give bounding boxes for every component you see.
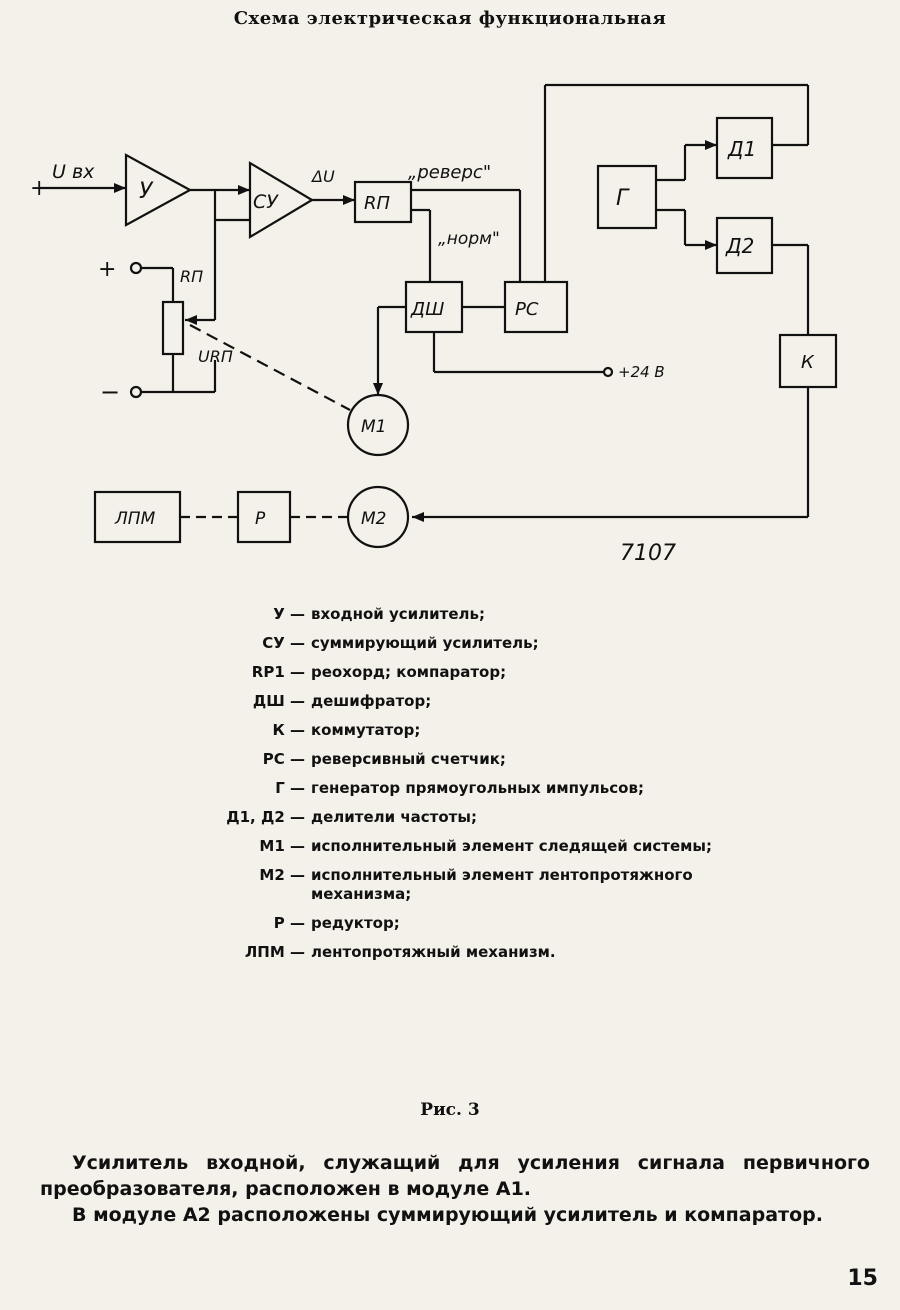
- legend-row: [150, 866, 790, 904]
- legend-row: [150, 837, 790, 856]
- legend-key: М1 —: [259, 837, 305, 855]
- functional-diagram: [0, 0, 900, 600]
- legend-key: Д1, Д2 —: [226, 808, 305, 826]
- legend-row: [150, 605, 790, 624]
- page-number: 15: [847, 1266, 878, 1291]
- label-supply: +24 В: [618, 363, 665, 381]
- label-k: К: [801, 352, 814, 373]
- legend-row: [150, 779, 790, 798]
- figure-caption: Рис. 3: [420, 1100, 480, 1120]
- legend-key: ДШ —: [252, 692, 305, 710]
- label-d2: Д2: [726, 234, 755, 258]
- legend-desc: коммутатор;: [311, 721, 421, 739]
- legend-row: [150, 721, 790, 740]
- legend-row: [150, 692, 790, 711]
- label-revers: „реверс": [408, 162, 492, 183]
- legend-desc: суммирующий усилитель;: [311, 634, 539, 652]
- legend-desc: лентопротяжный механизм.: [311, 943, 556, 961]
- reochord: [163, 302, 183, 354]
- legend-key: К —: [272, 721, 305, 739]
- label-rs: РС: [515, 299, 539, 320]
- legend-row: [150, 808, 790, 827]
- legend-row: [150, 914, 790, 933]
- legend-desc: генератор прямоугольных импульсов;: [311, 779, 644, 797]
- legend-row: [150, 634, 790, 653]
- label-u-rp: URП: [198, 347, 233, 366]
- legend-key: РС —: [262, 750, 305, 768]
- legend-desc: входной усилитель;: [311, 605, 486, 623]
- legend: [150, 605, 790, 972]
- label-lpm: ЛПМ: [115, 509, 156, 529]
- legend-key: Р —: [273, 914, 305, 932]
- legend-key: Г —: [275, 779, 305, 797]
- legend-desc: исполнительный элемент лентопротяжного механизма;: [311, 866, 693, 903]
- label-code: 7107: [620, 541, 676, 566]
- legend-desc: реохорд; компаратор;: [311, 663, 507, 681]
- legend-key: СУ —: [262, 634, 305, 652]
- legend-row: [150, 750, 790, 769]
- body-text: [40, 1150, 870, 1228]
- label-su: СУ: [253, 191, 278, 213]
- legend-desc: реверсивный счетчик;: [311, 750, 506, 768]
- label-u-in: U вх: [52, 161, 95, 183]
- legend-desc: дешифратор;: [311, 692, 432, 710]
- label-plus-in: +: [30, 176, 49, 201]
- legend-row: [150, 943, 790, 962]
- legend-desc: исполнительный элемент следящей системы;: [311, 837, 712, 855]
- label-m1: М1: [361, 417, 387, 437]
- label-g: Г: [616, 186, 629, 211]
- amplifier-u: [126, 155, 190, 225]
- legend-row: [150, 663, 790, 682]
- legend-desc: редуктор;: [311, 914, 400, 932]
- label-d1: Д1: [728, 137, 757, 161]
- legend-key: ЛПМ —: [244, 943, 305, 961]
- page-title: Схема электрическая функциональная: [233, 8, 667, 29]
- legend-key: У —: [273, 605, 305, 623]
- label-m2: М2: [361, 509, 387, 529]
- label-r: Р: [255, 509, 266, 529]
- legend-desc: делители частоты;: [311, 808, 477, 826]
- legend-key: М2 —: [259, 866, 305, 884]
- legend-key: RP1 —: [251, 663, 305, 681]
- label-minus-ref: −: [100, 378, 121, 406]
- label-rp: RП: [364, 193, 391, 214]
- paragraph: Усилитель входной, служащий для усиления сигнала первичного преобразователя, расположен в модуле А1.: [40, 1152, 870, 1200]
- label-plus-ref: +: [98, 257, 117, 282]
- label-delta-u: ΔU: [312, 167, 335, 186]
- paragraph: В модуле А2 расположены суммирующий усилитель и компаратор.: [72, 1204, 823, 1226]
- label-dsh: ДШ: [411, 299, 445, 320]
- label-norm: „норм": [438, 229, 500, 249]
- label-rp-res: RП: [180, 267, 204, 286]
- label-u: У: [139, 179, 153, 204]
